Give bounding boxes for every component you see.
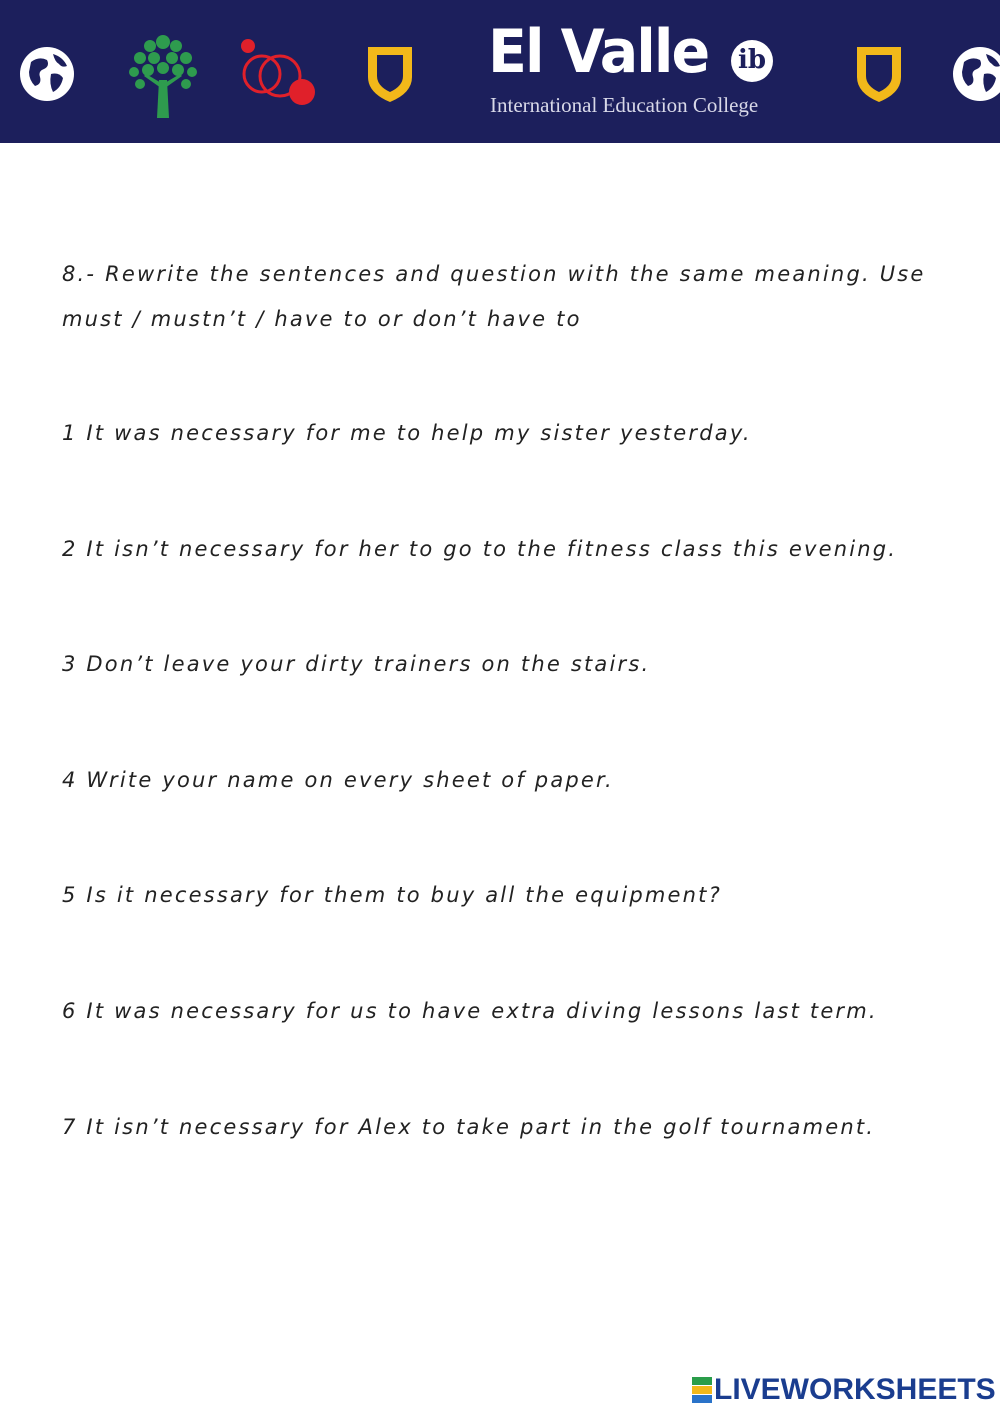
exercise-item: 7 It isn’t necessary for Alex to take part in the golf tournament. — [62, 1115, 876, 1139]
ib-logo-icon: ib — [731, 40, 773, 82]
shield-icon — [853, 43, 905, 105]
exercise-item: 5 Is it necessary for them to buy all the equipment? — [62, 883, 722, 907]
globe-icon — [950, 44, 1000, 104]
tree-icon — [124, 30, 202, 120]
shield-icon — [364, 43, 416, 105]
exercise-item: 6 It was necessary for us to have extra diving lessons last term. — [62, 999, 878, 1023]
liveworksheets-logo — [692, 1375, 996, 1405]
rings-logo-icon — [236, 36, 320, 108]
exercise-item: 2 It isn’t necessary for her to go to the fitness class this evening. — [62, 537, 898, 561]
exercise-item: 1 It was necessary for me to help my sister yesterday. — [62, 421, 752, 445]
exercise-item: 3 Don’t leave your dirty trainers on the stairs. — [62, 652, 651, 676]
liveworksheets-icon — [692, 1377, 712, 1403]
header-banner — [0, 0, 1000, 143]
globe-icon — [17, 44, 77, 104]
school-subtitle: International Education College — [490, 93, 759, 117]
exercise-instruction: 8.- Rewrite the sentences and question with the same meaning. Use must / mustn’t / have to or don’t have to — [62, 262, 926, 331]
liveworksheets-brand: LIVEWORKSHEETS — [714, 1373, 996, 1406]
exercise-item: 4 Write your name on every sheet of paper. — [62, 768, 614, 792]
school-name: El Valle — [488, 17, 709, 87]
